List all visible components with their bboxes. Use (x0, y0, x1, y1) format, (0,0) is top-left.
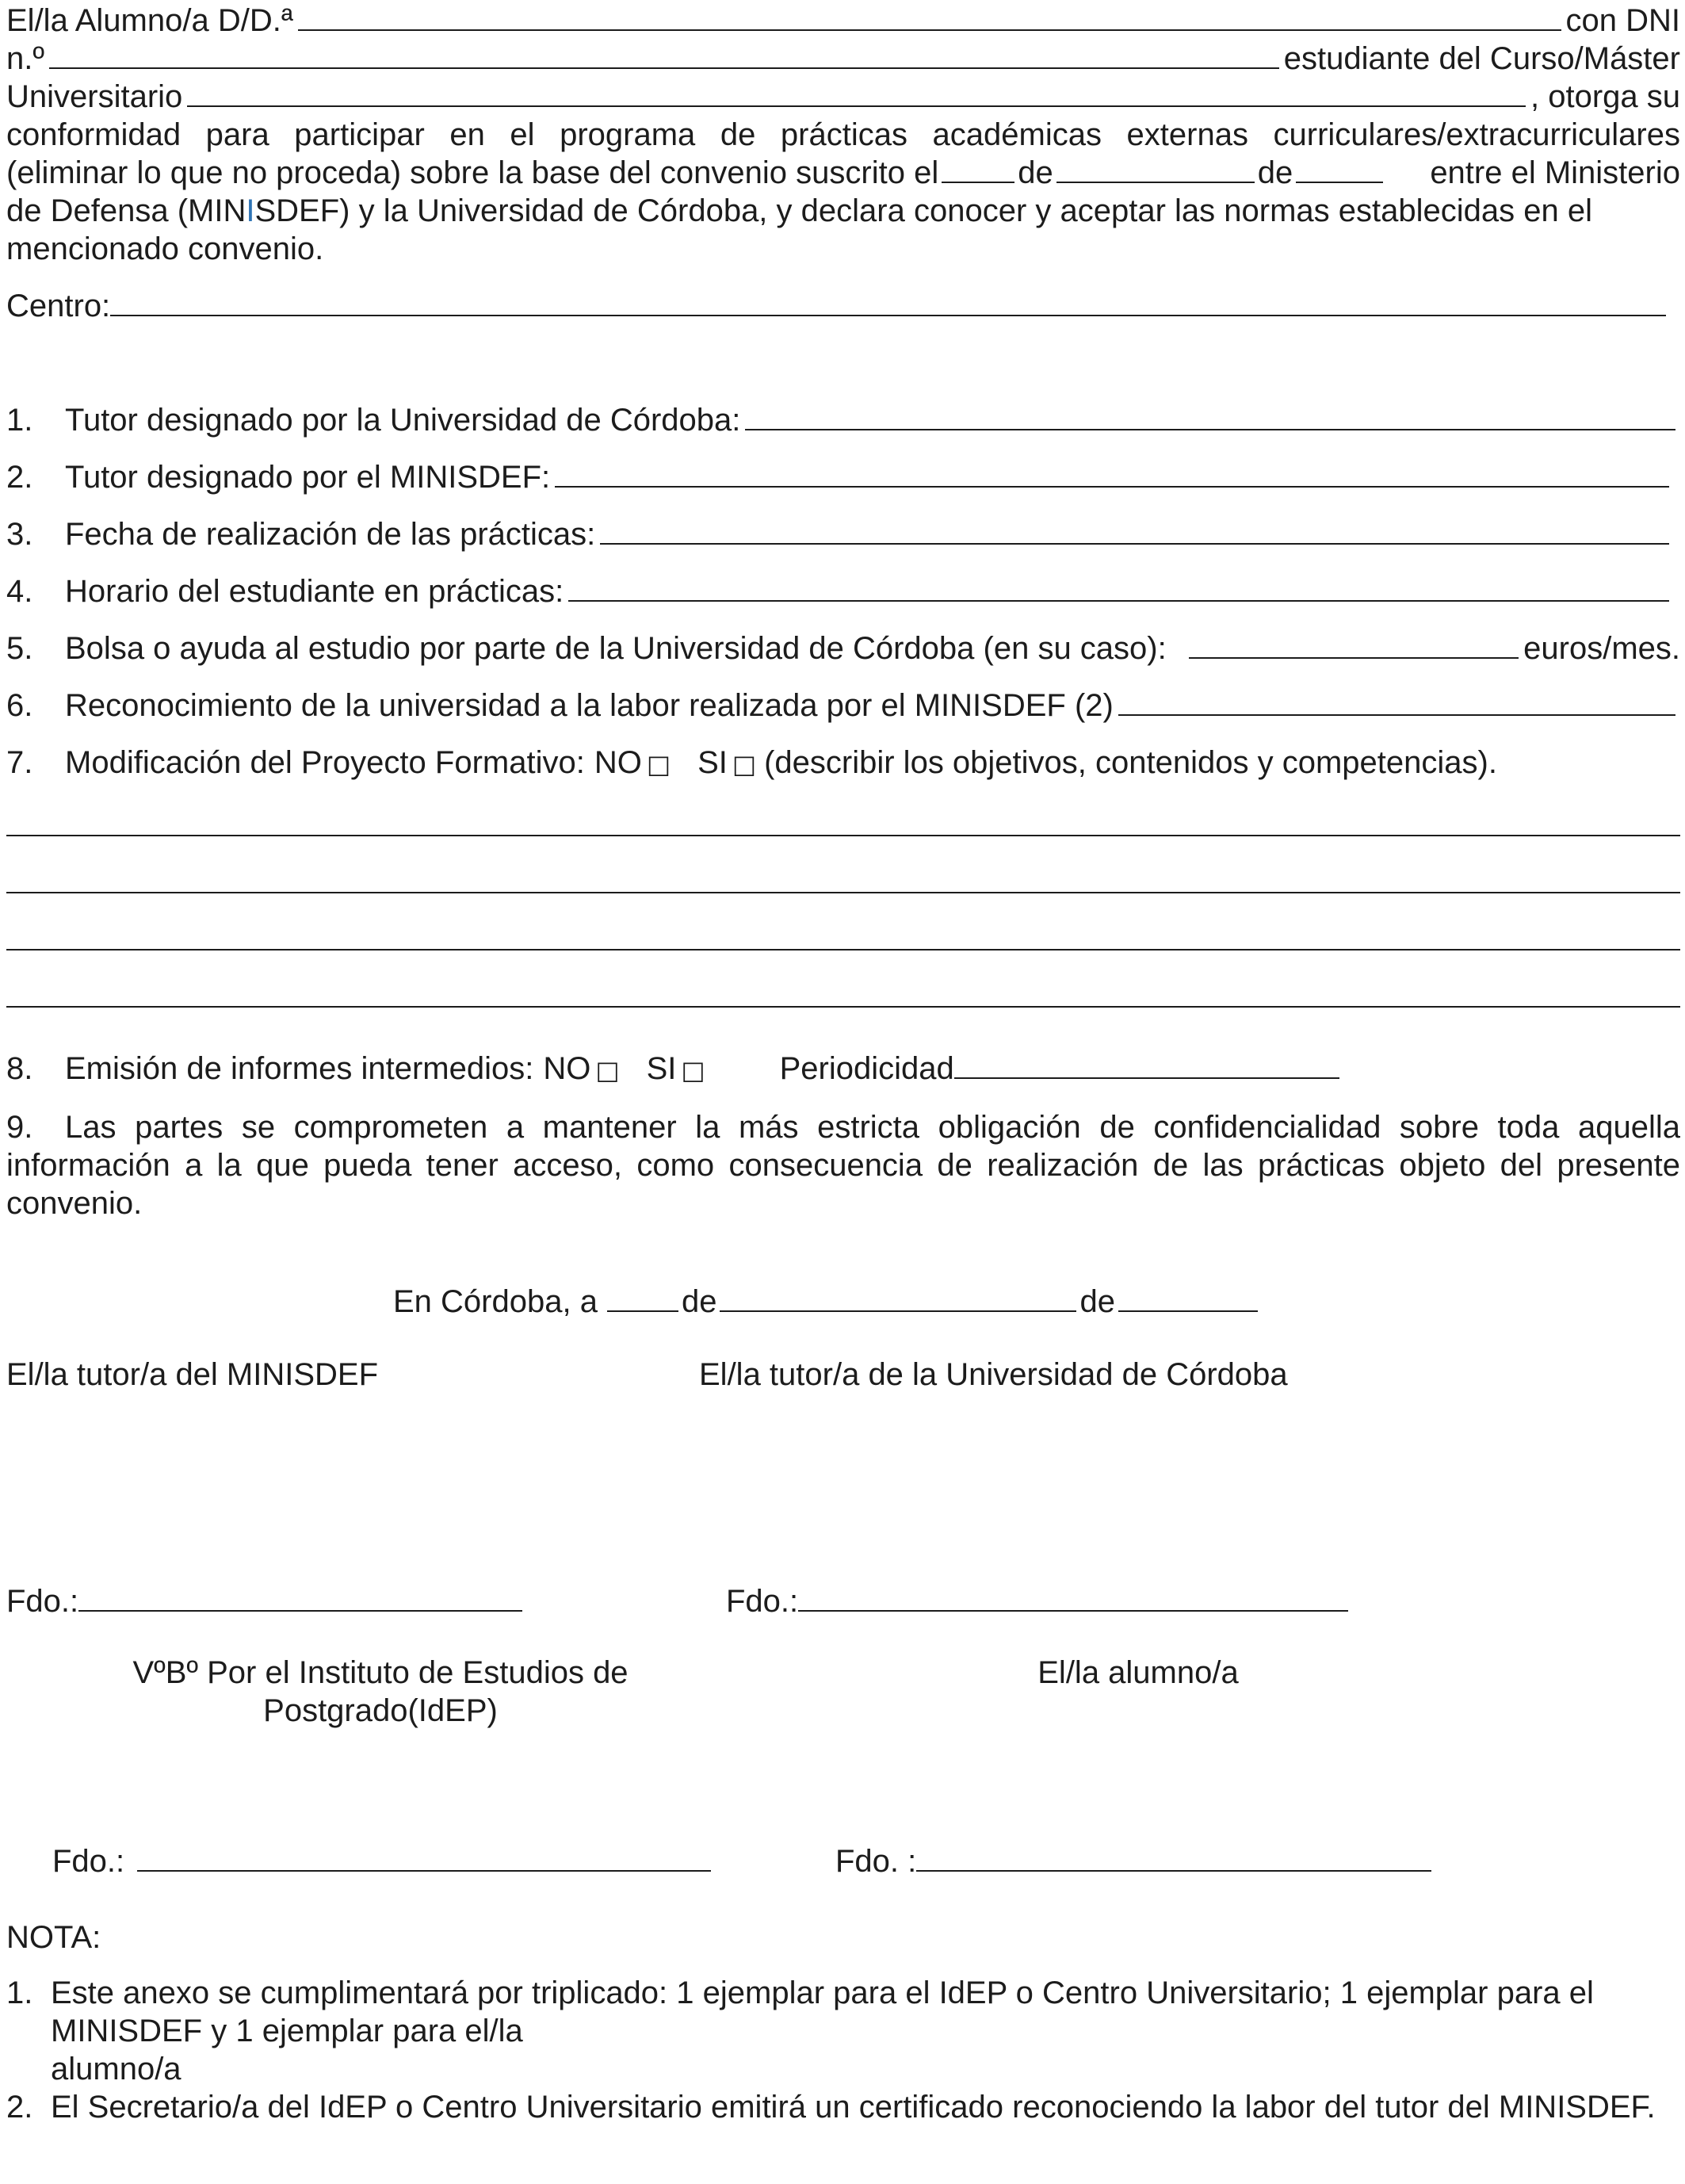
signature-tutor-uco (726, 1582, 1351, 1620)
defensa-text-a: de Defensa (MIN (6, 193, 246, 228)
tutor-minisdef-field[interactable] (555, 459, 1669, 488)
item-6 (6, 687, 1680, 725)
item-8 (6, 1050, 1680, 1089)
defensa-text-accent: I (246, 193, 255, 228)
alumno-label: El/la alumno/a (1037, 1655, 1239, 1690)
recognition-field[interactable] (1118, 687, 1675, 716)
dni-no-label: n.º (6, 41, 44, 76)
convenio-day-field[interactable] (942, 155, 1014, 183)
dni-field[interactable] (49, 40, 1279, 69)
nota-item-2-num: 2. (6, 2090, 33, 2125)
fdo-label: Fdo. : (835, 1844, 917, 1879)
signature-idep (52, 1842, 714, 1880)
tutor-uco-label: El/la tutor/a de la Universidad de Córdoba (699, 1357, 1288, 1392)
item-7-si-checkbox[interactable]: □ (732, 749, 757, 779)
centro-field[interactable] (110, 288, 1666, 316)
signature-tutor-minisdef (6, 1582, 525, 1620)
university-line (6, 78, 1680, 116)
course-label: estudiante del Curso/Máster (1283, 41, 1680, 76)
nota-item-1-num: 1. (6, 1976, 33, 2010)
item-4-text: Horario del estudiante en prácticas: (65, 574, 564, 609)
convenio-prefix: (eliminar lo que no proceda) sobre la base del convenio suscrito el (6, 155, 939, 190)
dni-line (6, 40, 1680, 78)
item-9-num: 9. (6, 1110, 33, 1145)
defensa-line (6, 192, 1680, 230)
item-8-num: 8. (6, 1051, 33, 1086)
student-name-field[interactable] (298, 2, 1561, 31)
student-line (6, 2, 1680, 40)
date-month-field[interactable] (720, 1283, 1076, 1312)
item-7-tail: (describir los objetivos, contenidos y competencias). (764, 745, 1497, 780)
convenio-de-2: de (1257, 155, 1293, 190)
nota-item-1-line-2: alumno/a (51, 2052, 181, 2086)
convenio-month-field[interactable] (1056, 155, 1255, 183)
item-4-num: 4. (6, 574, 33, 609)
item-2-text: Tutor designado por el MINISDEF: (65, 460, 551, 495)
item-9-line-3: convenio. (6, 1186, 143, 1221)
signature-field-tutor-minisdef[interactable] (78, 1583, 522, 1612)
nota-list (6, 1974, 1671, 2126)
convenio-line (6, 154, 1680, 192)
university-label: Universitario (6, 79, 183, 114)
item-8-no-label: NO (543, 1051, 591, 1086)
item-3-text: Fecha de realización de las prácticas: (65, 517, 596, 552)
tutor-uco-field[interactable] (745, 402, 1675, 430)
grant-amount-field[interactable] (1189, 630, 1519, 659)
tutor-minisdef-label: El/la tutor/a del MINISDEF (6, 1357, 379, 1392)
consent-tail: , otorga su (1530, 79, 1680, 114)
description-line-2[interactable] (6, 892, 1680, 893)
nota-item-2 (6, 2088, 1671, 2126)
item-9-line-1: 9. Las partes se comprometen a mantener la más estricta obligación de confidencialidad sobre toda aquella (6, 1110, 1680, 1145)
description-line-3[interactable] (6, 949, 1680, 950)
item-8-si-checkbox[interactable]: □ (681, 1055, 705, 1085)
item-2-num: 2. (6, 460, 33, 495)
item-5 (6, 629, 1680, 667)
item-9-line-2: información a la que pueda tener acceso, como consecuencia de realización de las prácticas objeto del presente (6, 1148, 1680, 1183)
centro-label: Centro: (6, 289, 111, 323)
item-5-unit: euros/mes. (1523, 631, 1680, 666)
item-8-no-checkbox[interactable]: □ (595, 1055, 620, 1085)
convenio-end: mencionado convenio. (6, 231, 324, 266)
item-5-num: 5. (6, 631, 33, 666)
item-1-text: Tutor designado por la Universidad de Córdoba: (65, 403, 741, 438)
item-7-num: 7. (6, 745, 33, 780)
defensa-text-b: SDEF) y la Universidad de Córdoba, y declara conocer y aceptar las normas establecidas en el (254, 193, 1592, 228)
place-date-de-2: de (1079, 1284, 1115, 1319)
item-6-text: Reconocimiento de la universidad a la labor realizada por el MINISDEF (2) (65, 688, 1114, 723)
vobo-line-1: VºBº Por el Instituto de Estudios de (132, 1655, 629, 1690)
item-9 (6, 1108, 1680, 1222)
course-name-field[interactable] (187, 78, 1526, 107)
nota-item-1-text (51, 1974, 1671, 2088)
date-day-field[interactable] (607, 1283, 678, 1312)
item-7-no-checkbox[interactable]: □ (646, 749, 671, 779)
signature-field-alumno[interactable] (916, 1843, 1431, 1872)
item-1-num: 1. (6, 403, 33, 438)
signature-field-tutor-uco[interactable] (798, 1583, 1348, 1612)
item-8-si-label: SI (646, 1051, 677, 1086)
item-3 (6, 515, 1674, 553)
ministerio-label: entre el Ministerio (1430, 155, 1680, 190)
item-7-text: Modificación del Proyecto Formativo: (65, 745, 585, 780)
description-line-1[interactable] (6, 835, 1680, 836)
vobo-block (127, 1654, 634, 1730)
signature-alumno (835, 1842, 1435, 1880)
signature-field-idep[interactable] (137, 1843, 711, 1872)
schedule-field[interactable] (568, 573, 1669, 602)
item-7-si-label: SI (697, 745, 728, 780)
fdo-label: Fdo.: (726, 1584, 799, 1619)
periodicity-field[interactable] (954, 1050, 1339, 1079)
nota-item-1-line-1: Este anexo se cumplimentará por triplicado: 1 ejemplar para el IdEP o Centro Universitario; 1 ejemplar para el MINISDEF y 1 ejemplar para el/la (51, 1976, 1594, 2048)
dates-field[interactable] (600, 516, 1669, 545)
student-label: El/la Alumno/a D/D.ª (6, 3, 293, 38)
nota-item-2-text: El Secretario/a del IdEP o Centro Universitario emitirá un certificado reconociendo la labor del tutor del MINISDEF. (51, 2090, 1656, 2125)
fdo-label: Fdo.: (6, 1584, 79, 1619)
item-8-text: Emisión de informes intermedios: (65, 1051, 534, 1086)
item-3-num: 3. (6, 517, 33, 552)
item-2 (6, 458, 1674, 496)
item-7 (6, 744, 1680, 783)
description-line-4[interactable] (6, 1006, 1680, 1008)
convenio-de-1: de (1018, 155, 1053, 190)
item-1 (6, 401, 1680, 439)
item-7-no-label: NO (594, 745, 642, 780)
periodicity-label: Periodicidad (779, 1051, 954, 1086)
item-6-num: 6. (6, 688, 33, 723)
place-date-line (393, 1283, 1261, 1321)
nota-item-1 (6, 1974, 1671, 2088)
place-date-de-1: de (681, 1284, 717, 1319)
dni-label: con DNI (1565, 3, 1680, 38)
centro-line (6, 287, 1671, 325)
convenio-year-field[interactable] (1296, 155, 1383, 183)
place-date-prefix: En Córdoba, a (393, 1284, 598, 1319)
consent-body: conformidad para participar en el programa de prácticas académicas externas curriculares/extracurriculares (6, 117, 1680, 152)
vobo-line-2: Postgrado(IdEP) (263, 1693, 498, 1728)
item-5-text: Bolsa o ayuda al estudio por parte de la Universidad de Córdoba (en su caso): (65, 631, 1167, 666)
item-4 (6, 572, 1674, 610)
date-year-field[interactable] (1118, 1283, 1258, 1312)
nota-title: NOTA: (6, 1920, 101, 1955)
fdo-label: Fdo.: (52, 1844, 125, 1879)
